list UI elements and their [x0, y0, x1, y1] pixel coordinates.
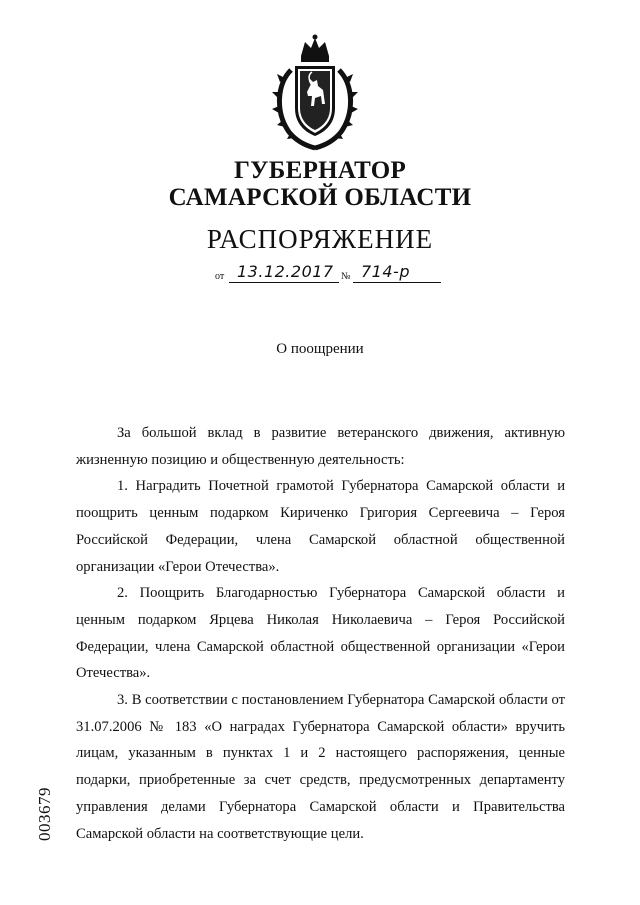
document-number: 714-р — [361, 262, 410, 281]
coat-of-arms-emblem — [271, 34, 359, 152]
preamble-paragraph: За большой вклад в развитие ветеранского движения, активную жизненную позицию и общественную деятельность: — [76, 425, 565, 468]
item-1-paragraph: 1. Наградить Почетной грамотой Губернатора Самарской области и поощрить ценным подарком Кириченко Григория Сергеевича – Героя Российской Федерации, члена Самарской областной общественной организации «Герои Отечества». — [76, 478, 565, 575]
number-label: № — [341, 271, 351, 282]
item-3-paragraph: 3. В соответствии с постановлением Губернатора Самарской области от 31.07.2006 № 183 «О наградах Губернатора Самарской области» вручить лицам, указанным в пунктах 1 и 2 настоящего распоряжения, ценные подарки, приобретенные за счет средств, предусмотренных департаменту управления делами Губернатора Самарской области и Правительства Самарской области на соответствующие цели. — [76, 692, 565, 842]
document-date: 13.12.2017 — [237, 262, 334, 281]
item-2-paragraph: 2. Поощрить Благодарностью Губернатора Самарской области и ценным подарком Ярцева Николая Николаевича – Героя Российской Федерации, члена Самарской областной общественной организации «Герои Отечества». — [76, 585, 565, 682]
issuer-title-line2: САМАРСКОЙ ОБЛАСТИ — [168, 184, 472, 211]
issuer-title-line1: ГУБЕРНАТОР — [233, 157, 407, 184]
date-from-label: от — [215, 271, 225, 282]
registration-stamp — [34, 775, 56, 853]
document-body — [76, 420, 565, 847]
stamp-number: 003679 — [35, 787, 54, 841]
document-subject: О поощрении — [276, 341, 364, 357]
document-type-heading: РАСПОРЯЖЕНИЕ — [206, 224, 434, 254]
date-number-line — [215, 262, 445, 286]
